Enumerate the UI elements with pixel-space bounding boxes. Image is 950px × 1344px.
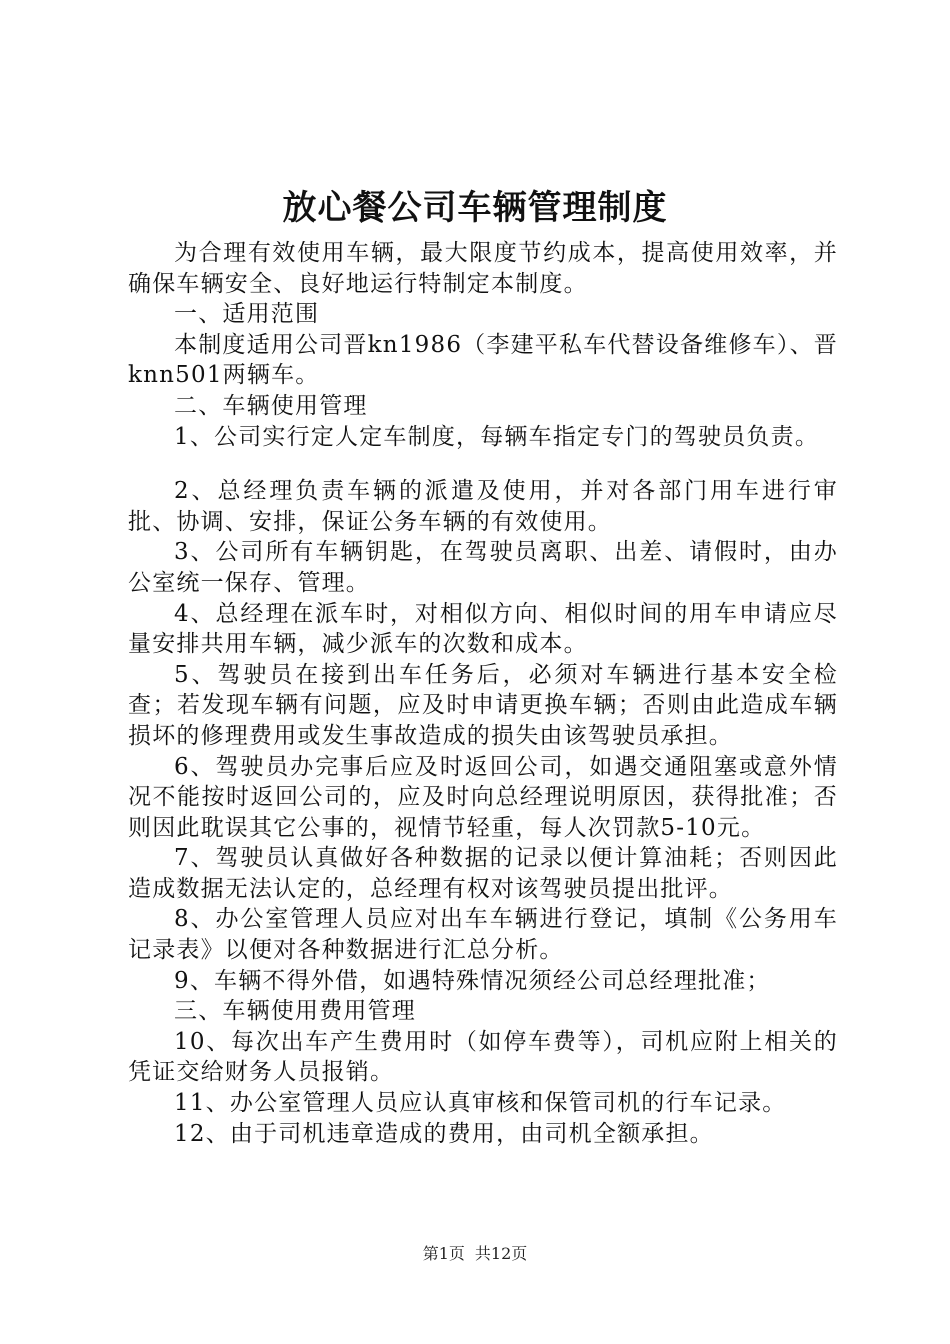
document-body: [128, 238, 838, 1149]
section-heading-usage: 二、车辆使用管理: [174, 392, 368, 419]
intro-paragraph: 为合理有效使用车辆，最大限度节约成本，提高使用效率，并确保车辆安全、良好地运行特制定本制度。: [128, 240, 838, 297]
rule-7: 7、驾驶员认真做好各种数据的记录以便计算油耗；否则因此造成数据无法认定的，总经理有权对该驾驶员提出批评。: [128, 845, 838, 902]
rule-11: 11、办公室管理人员应认真审核和保管司机的行车记录。: [174, 1090, 787, 1117]
rule-3: 3、公司所有车辆钥匙，在驾驶员离职、出差、请假时，由办公室统一保存、管理。: [128, 539, 838, 596]
scope-paragraph: 本制度适用公司晋kn1986（李建平私车代替设备维修车）、晋knn501两辆车。: [128, 331, 838, 389]
rule-2: 2、总经理负责车辆的派遣及使用，并对各部门用车进行审批、协调、安排，保证公务车辆的有效使用。: [128, 478, 838, 535]
document-title: 放心餐公司车辆管理制度: [282, 188, 668, 228]
rule-6: 6、驾驶员办完事后应及时返回公司，如遇交通阻塞或意外情况不能按时返回公司的，应及时向总经理说明原因，获得批准；否则因此耽误其它公事的，视情节轻重，每人次罚款5-10元。: [128, 753, 838, 841]
page-number: 第1页: [422, 1244, 465, 1263]
page-footer: [0, 1244, 950, 1264]
section-heading-costs: 三、车辆使用费用管理: [174, 998, 416, 1025]
section-heading-scope: 一、适用范围: [174, 301, 320, 328]
rule-8: 8、办公室管理人员应对出车车辆进行登记，填制《公务用车记录表》以便对各种数据进行汇总分析。: [128, 906, 838, 964]
page-total: 共12页: [474, 1244, 528, 1263]
rule-9: 9、车辆不得外借，如遇特殊情况须经公司总经理批准；: [174, 967, 771, 994]
rule-1: 1、公司实行定人定车制度，每辆车指定专门的驾驶员负责。: [174, 423, 820, 450]
rule-10: 10、每次出车产生费用时（如停车费等），司机应附上相关的凭证交给财务人员报销。: [128, 1028, 838, 1086]
rule-4: 4、总经理在派车时，对相似方向、相似时间的用车申请应尽量安排共用车辆，减少派车的次数和成本。: [128, 600, 838, 658]
rule-5: 5、驾驶员在接到出车任务后，必须对车辆进行基本安全检查；若发现车辆有问题，应及时申请更换车辆；否则由此造成车辆损坏的修理费用或发生事故造成的损失由该驾驶员承担。: [128, 661, 838, 749]
rule-12: 12、由于司机违章造成的费用，由司机全额承担。: [174, 1120, 714, 1147]
